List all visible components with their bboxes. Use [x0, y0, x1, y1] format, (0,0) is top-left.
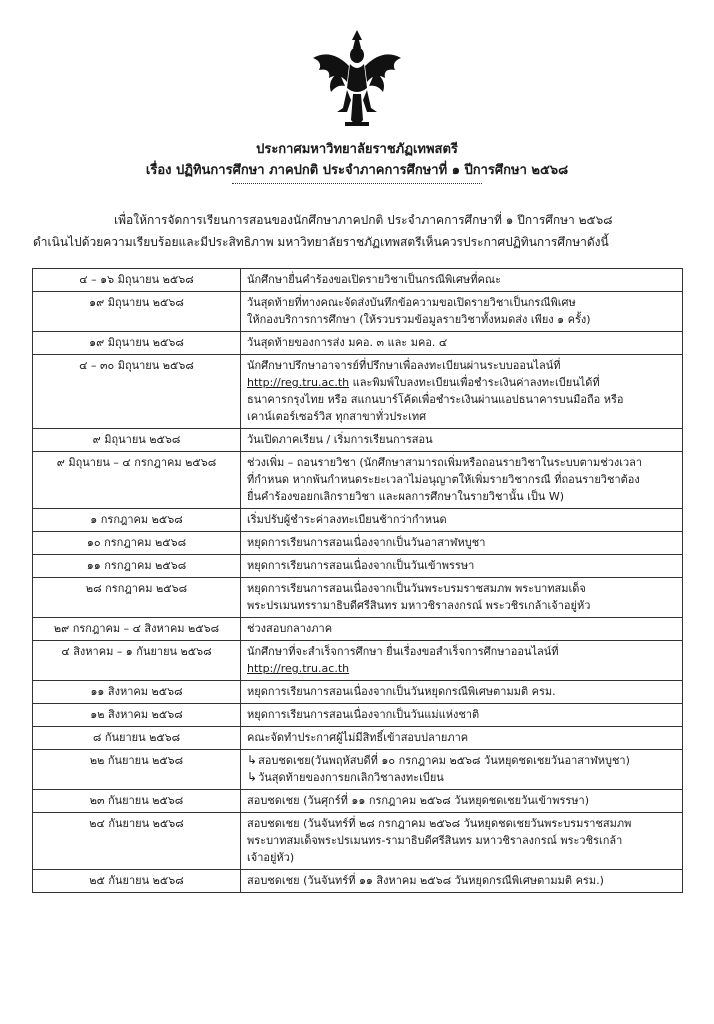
table-row	[33, 355, 683, 429]
description-line	[247, 557, 676, 574]
table-row	[33, 790, 683, 813]
table-row	[33, 727, 683, 750]
table-row	[33, 429, 683, 452]
table-row	[33, 618, 683, 641]
schedule-date: ๑๙ มิถุนายน ๒๕๖๘	[33, 292, 241, 332]
schedule-date: ๑๒ สิงหาคม ๒๕๖๘	[33, 704, 241, 727]
schedule-description	[241, 429, 683, 452]
announcement-subject: เรื่อง ปฏิทินการศึกษา ภาคปกติ ประจำภาคการศึกษาที่ ๑ ปีการศึกษา ๒๕๖๘	[145, 163, 569, 178]
schedule-date: ๙ มิถุนายน ๒๕๖๘	[33, 429, 241, 452]
table-row	[33, 641, 683, 681]
schedule-date: ๔ – ๑๖ มิถุนายน ๒๕๖๘	[33, 269, 241, 292]
description-text: นักศึกษายื่นคำร้องขอเปิดรายวิชาเป็นกรณีพิเศษที่คณะ	[247, 273, 501, 286]
schedule-date: ๔ – ๓๐ มิถุนายน ๒๕๖๘	[33, 355, 241, 429]
description-text: หยุดการเรียนการสอนเนื่องจากเป็นวันหยุดกรณีพิเศษตามมติ ครม.	[247, 685, 556, 698]
garuda-emblem	[309, 28, 405, 132]
description-text: วันสุดท้ายของการยกเลิกวิชาลงทะเบียน	[258, 771, 444, 784]
description-line	[247, 311, 676, 328]
description-text: วันสุดท้ายที่ทางคณะจัดส่งบันทึกข้อความขอเปิดรายวิชาเป็นกรณีพิเศษ	[247, 296, 576, 309]
description-line	[247, 374, 676, 391]
description-line	[247, 597, 676, 614]
description-line	[247, 683, 676, 700]
schedule-date: ๑๑ สิงหาคม ๒๕๖๘	[33, 681, 241, 704]
schedule-description	[241, 532, 683, 555]
schedule-date: ๒๓ กันยายน ๒๕๖๘	[33, 790, 241, 813]
description-line	[247, 660, 676, 677]
description-text: และพิมพ์ใบลงทะเบียนเพื่อชำระเงินค่าลงทะเบียนได้ที่	[352, 376, 600, 389]
table-row	[33, 452, 683, 509]
description-line	[247, 431, 676, 448]
schedule-description	[241, 870, 683, 893]
description-text: หยุดการเรียนการสอนเนื่องจากเป็นวันพระบรมราชสมภพ พระบาทสมเด็จ	[247, 582, 586, 595]
registration-link[interactable]: http://reg.tru.ac.th	[247, 376, 350, 389]
description-text: เคาน์เตอร์เซอร์วิส ทุกสาขาทั่วประเทศ	[247, 410, 427, 423]
schedule-date: ๙ มิถุนายน – ๔ กรกฎาคม ๒๕๖๘	[33, 452, 241, 509]
description-line	[247, 872, 676, 889]
description-text: วันเปิดภาคเรียน / เริ่มการเรียนการสอน	[247, 433, 433, 446]
graduation-link[interactable]: http://reg.tru.ac.th	[247, 662, 350, 675]
description-text: หยุดการเรียนการสอนเนื่องจากเป็นวันแม่แห่งชาติ	[247, 708, 480, 721]
table-row	[33, 704, 683, 727]
description-line	[247, 620, 676, 637]
description-text: นักศึกษาปรึกษาอาจารย์ที่ปรึกษาเพื่อลงทะเบียนผ่านระบบออนไลน์ที่	[247, 359, 561, 372]
academic-calendar-table	[32, 268, 683, 893]
schedule-description	[241, 813, 683, 870]
description-text: สอบชดเชย (วันจันทร์ที่ ๑๑ สิงหาคม ๒๕๖๘ วันหยุดกรณีพิเศษตามมติ ครม.)	[247, 874, 604, 887]
schedule-description	[241, 355, 683, 429]
schedule-date: ๑ กรกฎาคม ๒๕๖๘	[33, 509, 241, 532]
schedule-description	[241, 618, 683, 641]
description-line	[247, 580, 676, 597]
description-text: คณะจัดทำประกาศผู้ไม่มีสิทธิ์เข้าสอบปลายภาค	[247, 731, 469, 744]
description-text: ช่วงเพิ่ม – ถอนรายวิชา (นักศึกษาสามารถเพิ่มหรือถอนรายวิชาในระบบตามช่วงเวลา	[247, 456, 643, 469]
schedule-date: ๑๑ กรกฎาคม ๒๕๖๘	[33, 555, 241, 578]
description-line	[247, 706, 676, 723]
schedule-description	[241, 555, 683, 578]
intro-line-2: ดำเนินไปด้วยความเรียบร้อยและมีประสิทธิภาพ มหาวิทยาลัยราชภัฏเทพสตรีเห็นควรประกาศปฏิทินการศึกษาดังนี้	[33, 235, 609, 249]
schedule-date: ๒๕ กันยายน ๒๕๖๘	[33, 870, 241, 893]
description-line	[247, 792, 676, 809]
description-line	[247, 391, 676, 408]
description-line	[247, 294, 676, 311]
table-row	[33, 870, 683, 893]
arrow-icon: ↳	[247, 770, 258, 784]
description-line	[247, 488, 676, 505]
table-row	[33, 750, 683, 790]
description-line	[247, 752, 676, 769]
intro-line-1: เพื่อให้การจัดการเรียนการสอนของนักศึกษาภาคปกติ ประจำภาคการศึกษาที่ ๑ ปีการศึกษา ๒๕๖๘	[114, 213, 613, 227]
schedule-description	[241, 641, 683, 681]
description-text: เริ่มปรับผู้ชำระค่าลงทะเบียนช้ากว่ากำหนด	[247, 513, 447, 526]
schedule-description	[241, 704, 683, 727]
description-line	[247, 334, 676, 351]
schedule-description	[241, 509, 683, 532]
description-line	[247, 357, 676, 374]
description-line	[247, 769, 676, 786]
schedule-date: ๘ กันยายน ๒๕๖๘	[33, 727, 241, 750]
schedule-description	[241, 750, 683, 790]
schedule-description	[241, 578, 683, 618]
table-row	[33, 681, 683, 704]
table-row	[33, 532, 683, 555]
schedule-date: ๒๙ กรกฎาคม – ๔ สิงหาคม ๒๕๖๘	[33, 618, 241, 641]
description-line	[247, 729, 676, 746]
schedule-description	[241, 452, 683, 509]
schedule-date: ๔ สิงหาคม – ๑ กันยายน ๒๕๖๘	[33, 641, 241, 681]
description-line	[247, 511, 676, 528]
description-line	[247, 271, 676, 288]
description-line	[247, 471, 676, 488]
table-row	[33, 332, 683, 355]
description-line	[247, 408, 676, 425]
title-separator	[232, 183, 482, 184]
schedule-description	[241, 681, 683, 704]
schedule-date: ๑๐ กรกฎาคม ๒๕๖๘	[33, 532, 241, 555]
table-row	[33, 269, 683, 292]
description-text: ธนาคารกรุงไทย หรือ สแกนบาร์โค้ดเพื่อชำระเงินผ่านแอปธนาคารบนมือถือ หรือ	[247, 393, 624, 406]
description-line	[247, 815, 676, 832]
table-row	[33, 813, 683, 870]
schedule-description	[241, 332, 683, 355]
description-text: พระบาทสมเด็จพระปรเมนทร-รามาธิบดีศรีสินทร มหาวชิราลงกรณ์ พระวชิรเกล้า	[247, 834, 623, 847]
schedule-date: ๑๙ มิถุนายน ๒๕๖๘	[33, 332, 241, 355]
schedule-description	[241, 269, 683, 292]
description-text: สอบชดเชย (วันจันทร์ที่ ๒๘ กรกฎาคม ๒๕๖๘ วันหยุดชดเชยวันพระบรมราชสมภพ	[247, 817, 632, 830]
description-line	[247, 454, 676, 471]
description-text: ยื่นคำร้องขอยกเลิกรายวิชา และผลการศึกษาในรายวิชานั้น เป็น W)	[247, 490, 565, 503]
description-text: เจ้าอยู่หัว)	[247, 851, 295, 864]
description-text: สอบชดเชย (วันศุกร์ที่ ๑๑ กรกฎาคม ๒๕๖๘ วันหยุดชดเชยวันเข้าพรรษา)	[247, 794, 590, 807]
description-text: หยุดการเรียนการสอนเนื่องจากเป็นวันเข้าพรรษา	[247, 559, 475, 572]
description-text: พระปรเมนทรรามาธิบดีศรีสินทร มหาวชิราลงกรณ์ พระวชิรเกล้าเจ้าอยู่หัว	[247, 599, 591, 612]
announcement-title: ประกาศมหาวิทยาลัยราชภัฏเทพสตรี	[256, 142, 458, 157]
table-row	[33, 578, 683, 618]
description-text: สอบชดเชย(วันพฤหัสบดีที่ ๑๐ กรกฎาคม ๒๕๖๘ วันหยุดชดเชยวันอาสาฬหบูชา)	[258, 754, 630, 767]
description-line	[247, 534, 676, 551]
arrow-icon: ↳	[247, 753, 258, 767]
schedule-description	[241, 292, 683, 332]
table-row	[33, 292, 683, 332]
description-text: หยุดการเรียนการสอนเนื่องจากเป็นวันอาสาฬหบูชา	[247, 536, 486, 549]
description-text: นักศึกษาที่จะสำเร็จการศึกษา ยื่นเรื่องขอสำเร็จการศึกษาออนไลน์ที่	[247, 645, 559, 658]
description-line	[247, 643, 676, 660]
table-row	[33, 555, 683, 578]
schedule-description	[241, 790, 683, 813]
description-text: ให้กองบริการการศึกษา (ให้รวบรวมข้อมูลรายวิชาทั้งหมดส่ง เพียง ๑ ครั้ง)	[247, 313, 591, 326]
description-line	[247, 832, 676, 849]
table-row	[33, 509, 683, 532]
description-text: ที่กำหนด หากพ้นกำหนดระยะเวลาไม่อนุญาตให้เพิ่มรายวิชากรณี ที่ถอนรายวิชาต้อง	[247, 473, 640, 486]
schedule-date: ๒๒ กันยายน ๒๕๖๘	[33, 750, 241, 790]
description-text: ช่วงสอบกลางภาค	[247, 622, 333, 635]
schedule-date: ๒๔ กันยายน ๒๕๖๘	[33, 813, 241, 870]
intro-paragraph	[33, 209, 683, 253]
schedule-description	[241, 727, 683, 750]
schedule-date: ๒๘ กรกฎาคม ๒๕๖๘	[33, 578, 241, 618]
description-text: วันสุดท้ายของการส่ง มคอ. ๓ และ มคอ. ๔	[247, 336, 448, 349]
description-line	[247, 849, 676, 866]
